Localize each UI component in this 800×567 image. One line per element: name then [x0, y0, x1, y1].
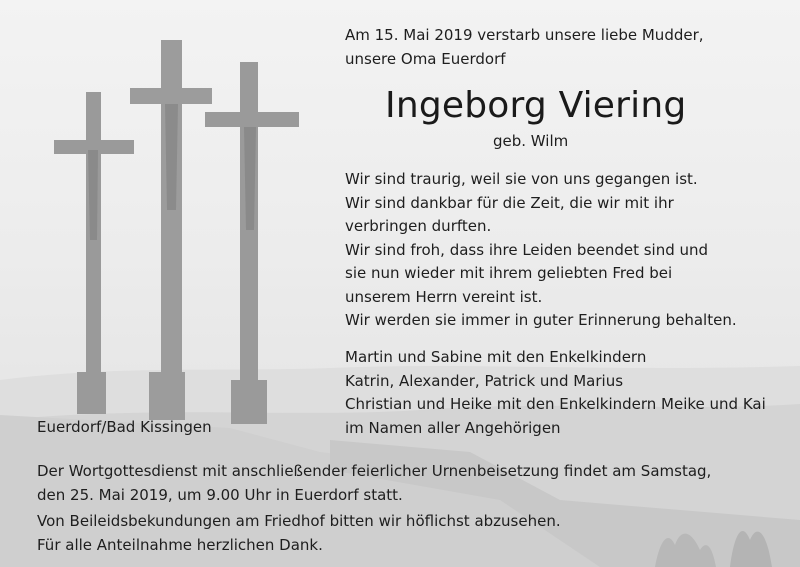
- poem-line: Wir sind froh, dass ihre Leiden beendet sind und: [345, 240, 709, 259]
- service-line: den 25. Mai 2019, um 9.00 Uhr in Euerdorf statt.: [37, 485, 403, 504]
- mourners-list: [345, 346, 766, 440]
- poem-line: Wir sind traurig, weil sie von uns gegangen ist.: [345, 170, 698, 188]
- maiden-name: geb. Wilm: [493, 132, 569, 150]
- intro-line: unsere Oma Euerdorf: [345, 49, 506, 68]
- intro-line: Am 15. Mai 2019 verstarb unsere liebe Mudder,: [345, 26, 704, 44]
- thanks-line: Von Beileidsbekundungen am Friedhof bitten wir höflichst abzusehen.: [37, 512, 561, 530]
- mourner-line: im Namen aller Angehörigen: [345, 418, 561, 437]
- intro-text: [345, 24, 704, 71]
- service-info: [37, 460, 711, 507]
- poem-line: sie nun wieder mit ihrem geliebten Fred bei: [345, 264, 673, 282]
- thanks-line: Für alle Anteilnahme herzlichen Dank.: [37, 535, 323, 554]
- poem-text: [345, 168, 737, 333]
- poem-line: Wir werden sie immer in guter Erinnerung behalten.: [345, 311, 737, 329]
- mourner-line: Katrin, Alexander, Patrick und Marius: [345, 371, 624, 390]
- mourner-line: Christian und Heike mit den Enkelkindern Meike und Kai: [345, 395, 766, 413]
- poem-line: verbringen durften.: [345, 217, 492, 235]
- service-line: Der Wortgottesdienst mit anschließender feierlicher Urnenbeisetzung findet am Samstag,: [37, 462, 712, 480]
- mourner-line: Martin und Sabine mit den Enkelkindern: [345, 348, 647, 366]
- deceased-name: Ingeborg Viering: [385, 85, 687, 126]
- poem-line: Wir sind dankbar für die Zeit, die wir mit ihr: [345, 193, 674, 212]
- place-label: Euerdorf/Bad Kissingen: [37, 418, 212, 436]
- poem-line: unserem Herrn vereint ist.: [345, 287, 543, 306]
- thanks-text: [37, 510, 561, 557]
